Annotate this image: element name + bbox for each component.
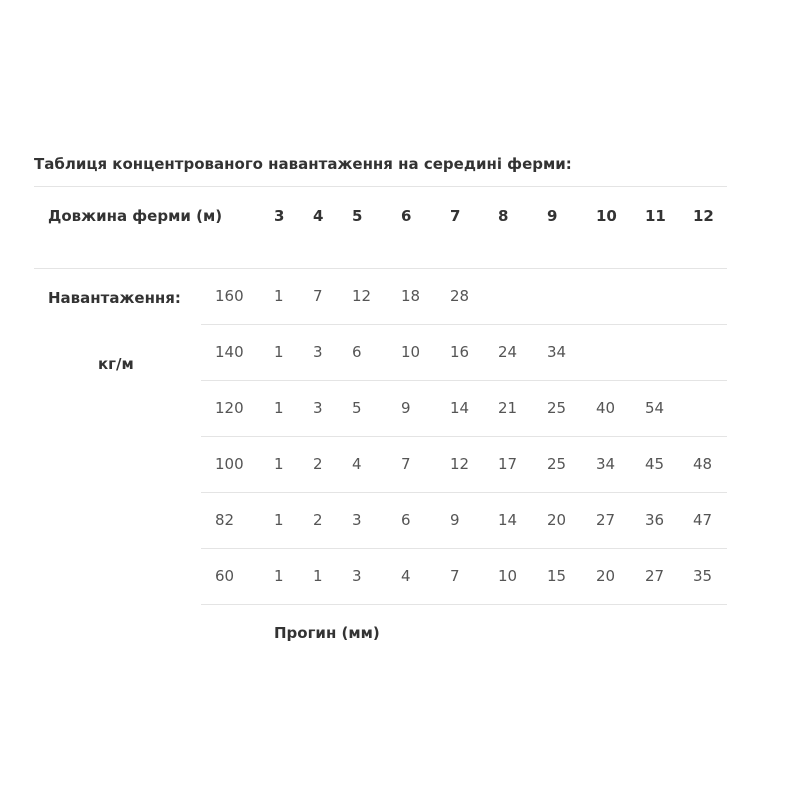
deflection-cell: 7 [401, 455, 411, 473]
deflection-cell: 27 [596, 511, 616, 529]
deflection-cell: 35 [693, 567, 713, 585]
deflection-cell: 20 [596, 567, 616, 585]
deflection-cell: 34 [596, 455, 616, 473]
deflection-cell: 45 [645, 455, 665, 473]
row-divider [201, 604, 727, 605]
deflection-cell: 3 [313, 399, 323, 417]
deflection-cell: 54 [645, 399, 665, 417]
deflection-cell: 9 [450, 511, 460, 529]
deflection-cell: 1 [274, 287, 284, 305]
row-divider [201, 548, 727, 549]
deflection-cell: 25 [547, 455, 567, 473]
deflection-cell: 47 [693, 511, 713, 529]
deflection-cell: 10 [498, 567, 518, 585]
deflection-cell: 4 [401, 567, 411, 585]
deflection-cell: 16 [450, 343, 470, 361]
length-header-cell: 4 [313, 207, 324, 225]
deflection-cell: 14 [450, 399, 470, 417]
row-divider [201, 324, 727, 325]
length-header-cell: 12 [693, 207, 714, 225]
row-divider [201, 380, 727, 381]
load-value-cell: 120 [215, 399, 244, 417]
deflection-cell: 12 [450, 455, 470, 473]
deflection-cell: 1 [313, 567, 323, 585]
length-header-cell: 10 [596, 207, 617, 225]
divider-top [34, 186, 727, 187]
load-value-cell: 60 [215, 567, 235, 585]
load-value-cell: 100 [215, 455, 244, 473]
deflection-cell: 15 [547, 567, 567, 585]
length-header-label: Довжина ферми (м) [48, 207, 223, 225]
deflection-cell: 18 [401, 287, 421, 305]
deflection-cell: 3 [313, 343, 323, 361]
deflection-cell: 34 [547, 343, 567, 361]
deflection-cell: 9 [401, 399, 411, 417]
deflection-cell: 36 [645, 511, 665, 529]
length-header-cell: 8 [498, 207, 509, 225]
deflection-cell: 7 [313, 287, 323, 305]
deflection-cell: 1 [274, 343, 284, 361]
deflection-cell: 25 [547, 399, 567, 417]
deflection-cell: 2 [313, 511, 323, 529]
deflection-cell: 24 [498, 343, 518, 361]
deflection-cell: 1 [274, 567, 284, 585]
deflection-cell: 1 [274, 399, 284, 417]
deflection-cell: 3 [352, 567, 362, 585]
load-label: Навантаження: [48, 289, 181, 307]
deflection-cell: 28 [450, 287, 470, 305]
deflection-cell: 5 [352, 399, 362, 417]
deflection-cell: 3 [352, 511, 362, 529]
deflection-cell: 1 [274, 455, 284, 473]
deflection-cell: 17 [498, 455, 518, 473]
length-header-cell: 3 [274, 207, 285, 225]
deflection-cell: 14 [498, 511, 518, 529]
deflection-cell: 21 [498, 399, 518, 417]
load-value-cell: 82 [215, 511, 235, 529]
deflection-cell: 2 [313, 455, 323, 473]
length-header-cell: 9 [547, 207, 558, 225]
row-divider [201, 436, 727, 437]
deflection-cell: 1 [274, 511, 284, 529]
divider-header [34, 268, 727, 269]
length-header-cell: 6 [401, 207, 412, 225]
length-header-cell: 5 [352, 207, 363, 225]
deflection-cell: 4 [352, 455, 362, 473]
table-caption: Таблиця концентрованого навантаження на середині ферми: [34, 155, 572, 173]
deflection-cell: 7 [450, 567, 460, 585]
length-header-cell: 11 [645, 207, 666, 225]
deflection-cell: 6 [401, 511, 411, 529]
deflection-cell: 27 [645, 567, 665, 585]
deflection-cell: 6 [352, 343, 362, 361]
unit-label: кг/м [98, 355, 134, 373]
row-divider [201, 492, 727, 493]
load-value-cell: 160 [215, 287, 244, 305]
deflection-cell: 20 [547, 511, 567, 529]
deflection-cell: 10 [401, 343, 421, 361]
deflection-label: Прогин (мм) [274, 624, 380, 642]
length-header-cell: 7 [450, 207, 461, 225]
load-value-cell: 140 [215, 343, 244, 361]
deflection-cell: 12 [352, 287, 372, 305]
deflection-cell: 48 [693, 455, 713, 473]
deflection-cell: 40 [596, 399, 616, 417]
